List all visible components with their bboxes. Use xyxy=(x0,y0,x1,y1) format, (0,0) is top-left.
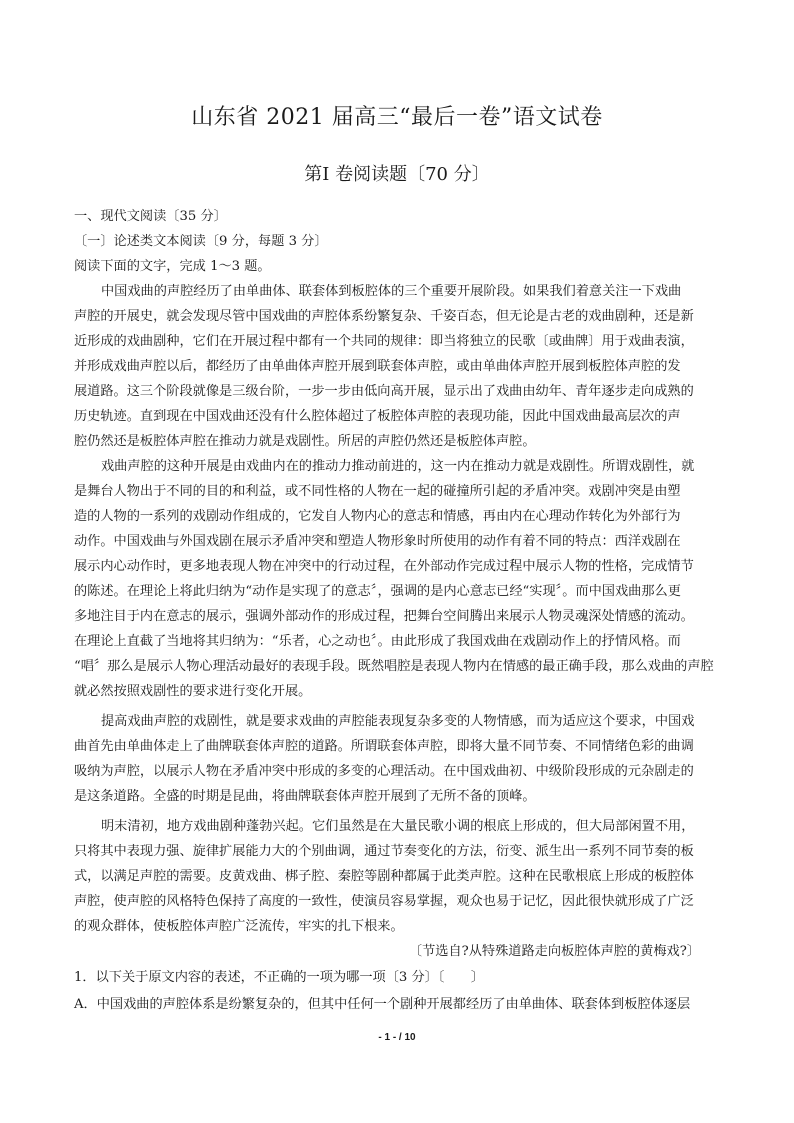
paragraph-1-line: 展道路。这三个阶段就像是三级台阶，一步一步由低向高开展，显示出了戏曲由幼年、青年逐步走向成熟的 xyxy=(74,384,694,399)
paragraph-3-line: 曲首先由单曲体走上了曲牌联套体声腔的道路。所谓联套体声腔，即将大量不同节奏、不同情绪色彩的曲调 xyxy=(74,739,694,754)
source-citation: 〔节选自?从特殊道路走向板腔体声腔的黄梅戏?〕 xyxy=(408,944,700,959)
paragraph-2-line: 动作。中国戏曲与外国戏剧在展示矛盾冲突和塑造人物形象时所使用的动作有着不同的特点：西洋戏剧在 xyxy=(74,534,681,549)
paragraph-4-line: 只将其中表现力强、旋律扩展能力大的个别曲调，通过节奏变化的方法，衍变、派生出一系列不同节奏的板 xyxy=(74,844,694,859)
paragraph-2-line: 戏曲声腔的这种开展是由戏曲内在的推动力推动前进的，这一内在推动力就是戏剧性。所谓戏剧性，就 xyxy=(101,459,695,474)
paragraph-4-line: 声腔，使声腔的风格特色保持了高度的一致性，使演员容易掌握，观众也易于记忆，因此很快就形成了广泛 xyxy=(74,894,694,909)
paragraph-4-line: 的观众群体，使板腔体声腔广泛流传，牢实的扎下根来。 xyxy=(74,919,404,934)
paragraph-4-line: 式，以满足声腔的需要。皮黄戏曲、梆子腔、秦腔等剧种都属于此类声腔。这种在民歌根底上形成的板腔体 xyxy=(74,869,694,884)
subsection-heading: 〔一〕论述类文本阅读〔9 分，每题 3 分〕 xyxy=(74,234,328,249)
section-heading: 一、现代文阅读〔35 分〕 xyxy=(74,209,227,224)
reading-instruction: 阅读下面的文字，完成 1～3 题。 xyxy=(74,259,271,274)
paragraph-2-line: “唱〞那么是展示人物心理活动最好的表现手段。既然唱腔是表现人物内在情感的最正确手段，那么戏曲的声腔 xyxy=(74,659,714,674)
option-a: A．中国戏曲的声腔体系是纷繁复杂的，但其中任何一个剧种开展都经历了由单曲体、联套体到板腔体逐层 xyxy=(74,997,691,1012)
paragraph-1-line: 历史轨迹。直到现在中国戏曲还没有什么腔体超过了板腔体声腔的表现功能，因此中国戏曲最高层次的声 xyxy=(74,409,681,424)
paragraph-1-line: 中国戏曲的声腔经历了由单曲体、联套体到板腔体的三个重要开展阶段。如果我们着意关注一下戏曲 xyxy=(101,284,682,299)
paragraph-3-line: 吸纳为声腔，以展示人物在矛盾冲突中形成的多变的心理活动。在中国戏曲初、中级阶段形成的元杂剧走的 xyxy=(74,764,694,779)
question-1: 1．以下关于原文内容的表述，不正确的一项为哪一项〔3 分〕〔 〕 xyxy=(74,970,484,985)
paragraph-2-line: 造的人物的一系列的戏剧动作组成的，它发自人物内心的意志和情感，再由内在心理动作转化为外部行为 xyxy=(74,509,681,524)
paragraph-2-line: 是舞台人物出于不同的目的和利益，或不同性格的人物在一起的碰撞所引起的矛盾冲突。戏剧冲突是由塑 xyxy=(74,484,681,499)
paragraph-3-line: 提高戏曲声腔的戏剧性，就是要求戏曲的声腔能表现复杂多变的人物情感，而为适应这个要求，中国戏 xyxy=(101,714,695,729)
paragraph-2-line: 的陈述。在理论上将此归纳为“动作是实现了的意志〞，强调的是内心意志已经“实现〞。而中国戏曲那么更 xyxy=(74,584,681,599)
paragraph-3-line: 是这条道路。全盛的时期是昆曲，将曲牌联套体声腔开展到了无所不备的顶峰。 xyxy=(74,789,536,804)
paragraph-1-line: 声腔的开展史，就会发现尽管中国戏曲的声腔体系纷繁复杂、千姿百态，但无论是古老的戏曲剧种，还是新 xyxy=(74,309,694,324)
paragraph-1-line: 腔仍然还是板腔体声腔在推动力就是戏剧性。所居的声腔仍然还是板腔体声腔。 xyxy=(74,434,536,449)
paragraph-2-line: 在理论上直截了当地将其归纳为：“乐者，心之动也〞。由此形成了我国戏曲在戏剧动作上的抒情风格。而 xyxy=(74,634,681,649)
paragraph-1-line: 近形成的戏曲剧种，它们在开展过程中都有一个共同的规律：即当将独立的民歌〔或曲牌〕用于戏曲表演， xyxy=(74,334,694,349)
paragraph-4-line: 明末清初，地方戏曲剧种蓬勃兴起。它们虽然是在大量民歌小调的根底上形成的，但大局部闲置不用， xyxy=(101,819,695,834)
paragraph-1-line: 并形成戏曲声腔以后，都经历了由单曲体声腔开展到联套体声腔，或由单曲体声腔开展到板腔体声腔的发 xyxy=(74,359,681,374)
paragraph-2-line: 展示内心动作时，更多地表现人物在冲突中的行动过程，在外部动作完成过程中展示人物的性格，完成情节 xyxy=(74,559,694,574)
page-number: - 1 - / 10 xyxy=(378,1032,416,1043)
paragraph-2-line: 多地注目于内在意志的展示，强调外部动作的形成过程，把舞台空间腾出来展示人物灵魂深处情感的流动。 xyxy=(74,609,694,624)
section-subtitle: 第Ⅰ 卷阅读题〔70 分〕 xyxy=(304,164,490,185)
paragraph-2-line: 就必然按照戏剧性的要求进行变化开展。 xyxy=(74,684,312,699)
page-title: 山东省 2021 届高三“最后一卷”语文试卷 xyxy=(191,105,603,130)
